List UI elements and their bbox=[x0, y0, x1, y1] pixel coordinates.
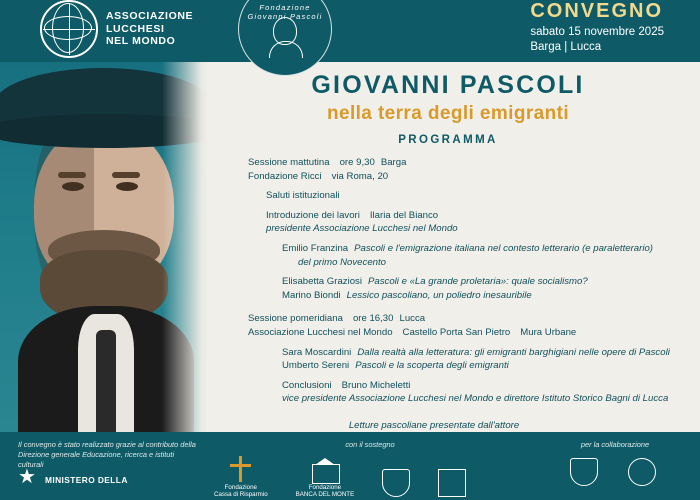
shield-icon bbox=[570, 458, 598, 486]
logo-comune bbox=[382, 469, 410, 499]
program-item-talk: Pascoli e l'emigrazione italiana nel contesto letterario (e paraletterario) bbox=[354, 242, 653, 254]
morning-venue-address: via Roma, 20 bbox=[331, 170, 389, 182]
afternoon-session-time: ore 16,30 bbox=[352, 313, 394, 325]
footer-collaborazione-logos bbox=[570, 458, 656, 488]
logo-fondazione-ricci bbox=[628, 458, 656, 488]
logo-caption-line1: Fondazione bbox=[308, 484, 342, 491]
program-item-speaker: Marino Biondi bbox=[282, 289, 341, 301]
morning-session-city: Barga bbox=[380, 157, 407, 168]
logo-lucchesi-nel-mondo bbox=[40, 0, 193, 58]
afternoon-venue-address: Castello Porta San Pietro bbox=[402, 326, 511, 338]
morning-venue bbox=[248, 170, 690, 184]
logo-line-1: ASSOCIAZIONE bbox=[106, 10, 194, 23]
footer-sostegno-title: con il sostegno bbox=[345, 440, 395, 449]
event-meta bbox=[530, 0, 664, 53]
footer-sostegno-logos bbox=[214, 456, 466, 499]
afternoon-session-city: Lucca bbox=[399, 313, 426, 325]
program-item-graziosi bbox=[248, 275, 690, 289]
footer-col-contributo bbox=[18, 440, 200, 470]
afternoon-venue-address2: Mura Urbane bbox=[520, 326, 577, 338]
event-place: Barga | Lucca bbox=[530, 41, 602, 53]
logo-caption-line1: Fondazione bbox=[224, 484, 257, 491]
ministero-label: MINISTERO DELLA bbox=[45, 475, 128, 486]
program-item-biondi bbox=[248, 289, 690, 303]
conclusioni-label: Conclusioni bbox=[282, 379, 332, 391]
globe-icon bbox=[40, 0, 98, 58]
program-item-introduzione-role: presidente Associazione Lucchesi nel Mondo bbox=[266, 223, 458, 235]
logo-fondazione-pascoli-text: Fondazione Giovanni Pascoli bbox=[247, 3, 323, 21]
building-icon bbox=[312, 456, 338, 482]
program-item-conclusioni bbox=[248, 379, 690, 393]
page-title: GIOVANNI PASCOLI bbox=[311, 71, 585, 99]
logo-ministero bbox=[18, 470, 128, 492]
program-item-speaker: Emilio Franzina bbox=[282, 242, 349, 254]
afternoon-venue bbox=[248, 326, 690, 340]
program-item-moscardini bbox=[248, 346, 690, 360]
event-date: sabato 15 novembre 2025 bbox=[530, 26, 664, 38]
morning-venue-name: Fondazione Ricci bbox=[248, 170, 322, 182]
footer-col-collaborazione bbox=[540, 440, 690, 450]
programma-heading: PROGRAMMA bbox=[398, 134, 498, 146]
program-item-talk: Lessico pascoliano, un poliedro inesauribile bbox=[346, 289, 532, 301]
afternoon-session-header bbox=[248, 312, 690, 326]
pascoli-photo bbox=[0, 62, 208, 432]
footer-contributo-text: Il convegno è stato realizzato grazie al contributo della Direzione generale Educazione, ricerca e istituti culturali bbox=[18, 440, 196, 469]
afternoon-venue-name: Associazione Lucchesi nel Mondo bbox=[248, 326, 393, 338]
star-icon bbox=[18, 470, 40, 492]
program-item-talk: Dalla realtà alla letteratura: gli emigranti barghigiani nelle opere di Pascoli bbox=[357, 346, 670, 358]
pascoli-portrait-icon bbox=[269, 17, 301, 57]
morning-session-label: Sessione mattutina bbox=[248, 157, 330, 168]
morning-session-header bbox=[248, 156, 690, 170]
square-icon bbox=[438, 469, 466, 497]
program-item-saluti bbox=[248, 189, 690, 203]
program-item-talk: Pascoli e la scoperta degli emigranti bbox=[355, 360, 509, 372]
event-type: CONVEGNO bbox=[530, 0, 664, 22]
program-item-label: Introduzione dei lavori bbox=[266, 209, 360, 221]
morning-session-time: ore 9,30 bbox=[339, 157, 375, 168]
logo-line-2: LUCCHESI bbox=[106, 22, 165, 35]
shield-icon bbox=[382, 469, 410, 497]
footer-col-sostegno bbox=[210, 440, 530, 450]
program-item-speaker: Umberto Sereni bbox=[282, 360, 350, 372]
program-item-speaker: Sara Moscardini bbox=[282, 346, 352, 358]
circle-icon bbox=[628, 458, 656, 486]
program-item-franzina-talk-cont: del primo Novecento bbox=[298, 256, 386, 268]
footer-collaborazione-title: per la collaborazione bbox=[580, 440, 650, 449]
main-content bbox=[196, 62, 700, 432]
logo-fondazione-banca-del-monte bbox=[296, 456, 355, 499]
conclusioni-speaker: Bruno Micheletti bbox=[341, 379, 411, 391]
conclusioni-role: vice presidente Associazione Lucchesi nel Mondo e direttore Istituto Storico Bagni di Lucca bbox=[282, 393, 669, 405]
program-item-speaker: Ilaria del Bianco bbox=[369, 209, 439, 221]
logo-lucchesi-text bbox=[106, 10, 193, 48]
header-band bbox=[0, 0, 700, 62]
logo-caption-line2: Cassa di Risparmio bbox=[214, 491, 268, 499]
logo-fondazione-cassa-risparmio bbox=[214, 456, 268, 499]
logo-istituzione bbox=[438, 469, 466, 499]
cross-icon bbox=[228, 456, 254, 482]
program-item-talk: Pascoli e «La grande proletaria»: quale socialismo? bbox=[367, 276, 588, 288]
program-item-franzina bbox=[248, 242, 690, 256]
logo-caption-line2: BANCA DEL MONTE bbox=[295, 491, 355, 499]
program-item-introduzione bbox=[248, 209, 690, 223]
program-item-sereni bbox=[248, 359, 690, 373]
footer-band bbox=[0, 432, 700, 500]
program-item-speaker: Elisabetta Graziosi bbox=[282, 276, 362, 288]
page-subtitle: nella terra degli emigranti bbox=[326, 103, 570, 124]
afternoon-session-label: Sessione pomeridiana bbox=[248, 313, 343, 325]
letture-intro: Letture pascoliane presentate dall'attore bbox=[348, 419, 520, 431]
logo-comune-di-barga bbox=[570, 458, 598, 488]
program-list bbox=[196, 156, 700, 406]
program-item-label: Saluti istituzionali bbox=[266, 190, 340, 202]
logo-line-3: NEL MONDO bbox=[106, 35, 176, 48]
